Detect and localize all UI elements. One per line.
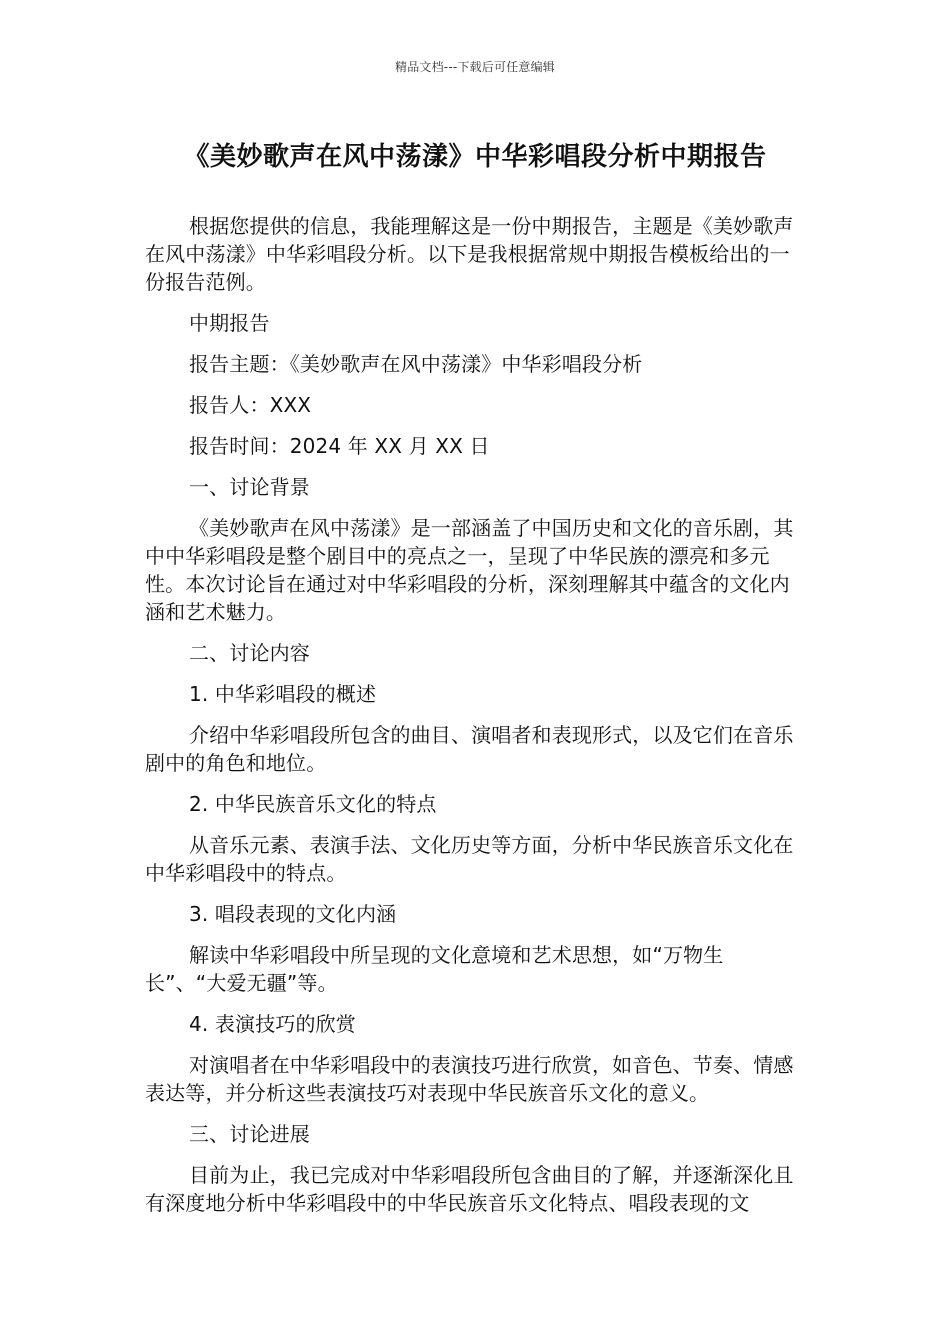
paragraph-overview: 介绍中华彩唱段所包含的曲目、演唱者和表现形式，以及它们在音乐剧中的角色和地位。 [145,723,794,775]
paragraph-performance-skills: 对演唱者在中华彩唱段中的表演技巧进行欣赏，如音色、节奏、情感表达等，并分析这些表演技巧对表现中华民族音乐文化的意义。 [145,1053,794,1105]
paragraph-report-topic: 报告主题：《美妙歌声在风中荡漾》中华彩唱段分析 [189,352,643,376]
subheading-overview: 1. 中华彩唱段的概述 [189,682,377,706]
header-note: 精品文档---下载后可任意编辑 [395,60,555,74]
paragraph-background: 《美妙歌声在风中荡漾》是一部涵盖了中国历史和文化的音乐剧，其中中华彩唱段是整个剧目中的亮点之一，呈现了中华民族的漂亮和多元性。本次讨论旨在通过对中华彩唱段的分析，深刻理解其中蕴含的文化内涵和艺术魅力。 [145,516,794,624]
subheading-music-culture: 2. 中华民族音乐文化的特点 [189,792,437,816]
document-body [145,212,795,1230]
paragraph-report-time: 报告时间：2024 年 XX 月 XX 日 [189,434,490,458]
subheading-cultural-meaning: 3. 唱段表现的文化内涵 [189,902,397,926]
paragraph-report-label: 中期报告 [189,311,270,335]
paragraph-music-culture: 从音乐元素、表演手法、文化历史等方面，分析中华民族音乐文化在中华彩唱段中的特点。 [145,833,794,885]
section-heading-progress: 三、讨论进展 [189,1122,310,1146]
paragraph-reporter: 报告人：XXX [189,393,312,417]
paragraph-intro: 根据您提供的信息，我能理解这是一份中期报告，主题是《美妙歌声在风中荡漾》中华彩唱段分析。以下是我根据常规中期报告模板给出的一份报告范例。 [145,214,794,294]
paragraph-progress: 目前为止，我已完成对中华彩唱段所包含曲目的了解，并逐渐深化且有深度地分析中华彩唱段中的中华民族音乐文化特点、唱段表现的文 [145,1163,794,1215]
document-title: 《美妙歌声在风中荡漾》中华彩唱段分析中期报告 [183,142,767,172]
section-heading-content: 二、讨论内容 [189,641,310,665]
section-heading-background: 一、讨论背景 [189,475,310,499]
paragraph-cultural-meaning: 解读中华彩唱段中所呈现的文化意境和艺术思想，如“万物生长”、“大爱无疆”等。 [145,943,724,995]
subheading-performance-skills: 4. 表演技巧的欣赏 [189,1012,356,1036]
